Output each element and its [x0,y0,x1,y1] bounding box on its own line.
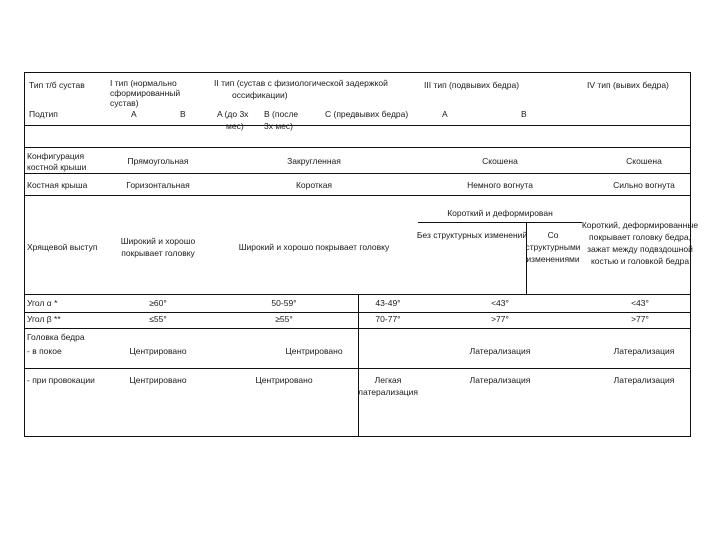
alpha-type2: 50-59° [271,298,297,308]
beta-type4: >77° [631,314,649,324]
table-border-left [24,72,25,437]
config-type3: Скошена [482,156,518,166]
subtype-2a-line2: мес) [226,121,244,131]
cartilage-label: Хрящевой выступ [27,242,98,252]
bony-type4: Сильно вогнута [613,180,675,190]
row-divider [24,147,691,148]
cartilage-type4-line2: покрывает головку бедра, [589,232,691,242]
table-border-right [690,72,691,437]
head-stress-type4: Латерализация [613,375,675,385]
cartilage-with-change-line2: структурными [525,242,581,252]
header-type4: IV тип (вывих бедра) [587,80,669,90]
subtype-2c: C (предвывих бедра) [325,109,409,119]
alpha-type1: ≥60° [149,298,167,308]
subtype-1b: B [180,109,186,119]
subtype-2b-line2: 3х мес) [264,121,293,131]
header-type1: I тип (нормально сформированный сустав) [110,78,181,108]
cartilage-with-change-line3: изменениями [526,254,580,264]
header-type2-line1: II тип (сустав с физиологической задержкой [214,78,388,88]
config-type4: Скошена [626,156,662,166]
config-type1: Прямоугольная [127,156,189,166]
cartilage-type1-line1: Широкий и хорошо [120,236,196,246]
cartilage-type1-line2: покрывает головку [121,248,195,258]
cartilage-short-deformed: Короткий и деформирован [447,208,553,218]
alpha-label: Угол α * [27,298,58,308]
row-divider [418,222,582,223]
column-divider [358,294,359,437]
bony-label: Костная крыша [27,180,88,190]
alpha-type3: <43° [491,298,509,308]
beta-type1: ≤55° [149,314,167,324]
cartilage-with-change-line1: Со [547,230,559,240]
head-rest-label-line2: - в покое [27,346,62,356]
config-label-line2: костной крыши [27,162,87,172]
head-stress-type1: Центрировано [129,375,187,385]
cartilage-type4-line1: Короткий, деформированные [581,220,699,230]
subtype-2a-line1: A (до 3х [217,109,249,119]
head-stress-type2c-line1: Легкая [374,375,402,385]
row-divider [24,173,691,174]
header-col0: Тип т/б сустав [29,80,85,90]
head-rest-type1: Центрировано [129,346,187,356]
subtype-label: Подтип [29,109,58,119]
header-type2-line2: оссификации) [232,90,288,100]
head-rest-type3: Латерализация [469,346,531,356]
head-rest-type4: Латерализация [613,346,675,356]
row-divider [24,125,691,126]
head-stress-label: - при провокации [27,375,95,385]
cartilage-type4-line3: зажат между подвздошной [587,244,693,254]
subtype-1a: A [131,109,137,119]
header-type3: III тип (подвывих бедра) [424,80,520,90]
cartilage-type2: Широкий и хорошо покрывает головку [238,242,390,252]
beta-type3: >77° [491,314,509,324]
alpha-type4: <43° [631,298,649,308]
beta-label: Угол β ** [27,314,61,324]
bony-type1: Горизонтальная [126,180,190,190]
config-label-line1: Конфигурация [27,151,85,161]
cartilage-type4-line4: костью и головкой бедра [590,256,690,266]
config-type2: Закругленная [287,156,341,166]
row-divider [24,195,691,196]
cartilage-no-change: Без структурных изменений [416,230,528,240]
head-rest-type2: Центрировано [285,346,343,356]
head-rest-label-line1: Головка бедра [27,332,85,342]
bony-type3: Немного вогнута [467,180,533,190]
head-stress-type2: Центрировано [255,375,313,385]
subtype-3a: A [442,109,448,119]
alpha-type2c: 43-49° [375,298,401,308]
beta-type2: ≥55° [275,314,293,324]
beta-type2c: 70-77° [375,314,401,324]
head-stress-type3: Латерализация [469,375,531,385]
head-stress-type2c-line2: латерализация [357,387,419,397]
table-border-top [24,72,691,73]
subtype-3b: B [521,109,527,119]
subtype-2b-line1: B (после [264,109,299,119]
bony-type2: Короткая [295,180,333,190]
